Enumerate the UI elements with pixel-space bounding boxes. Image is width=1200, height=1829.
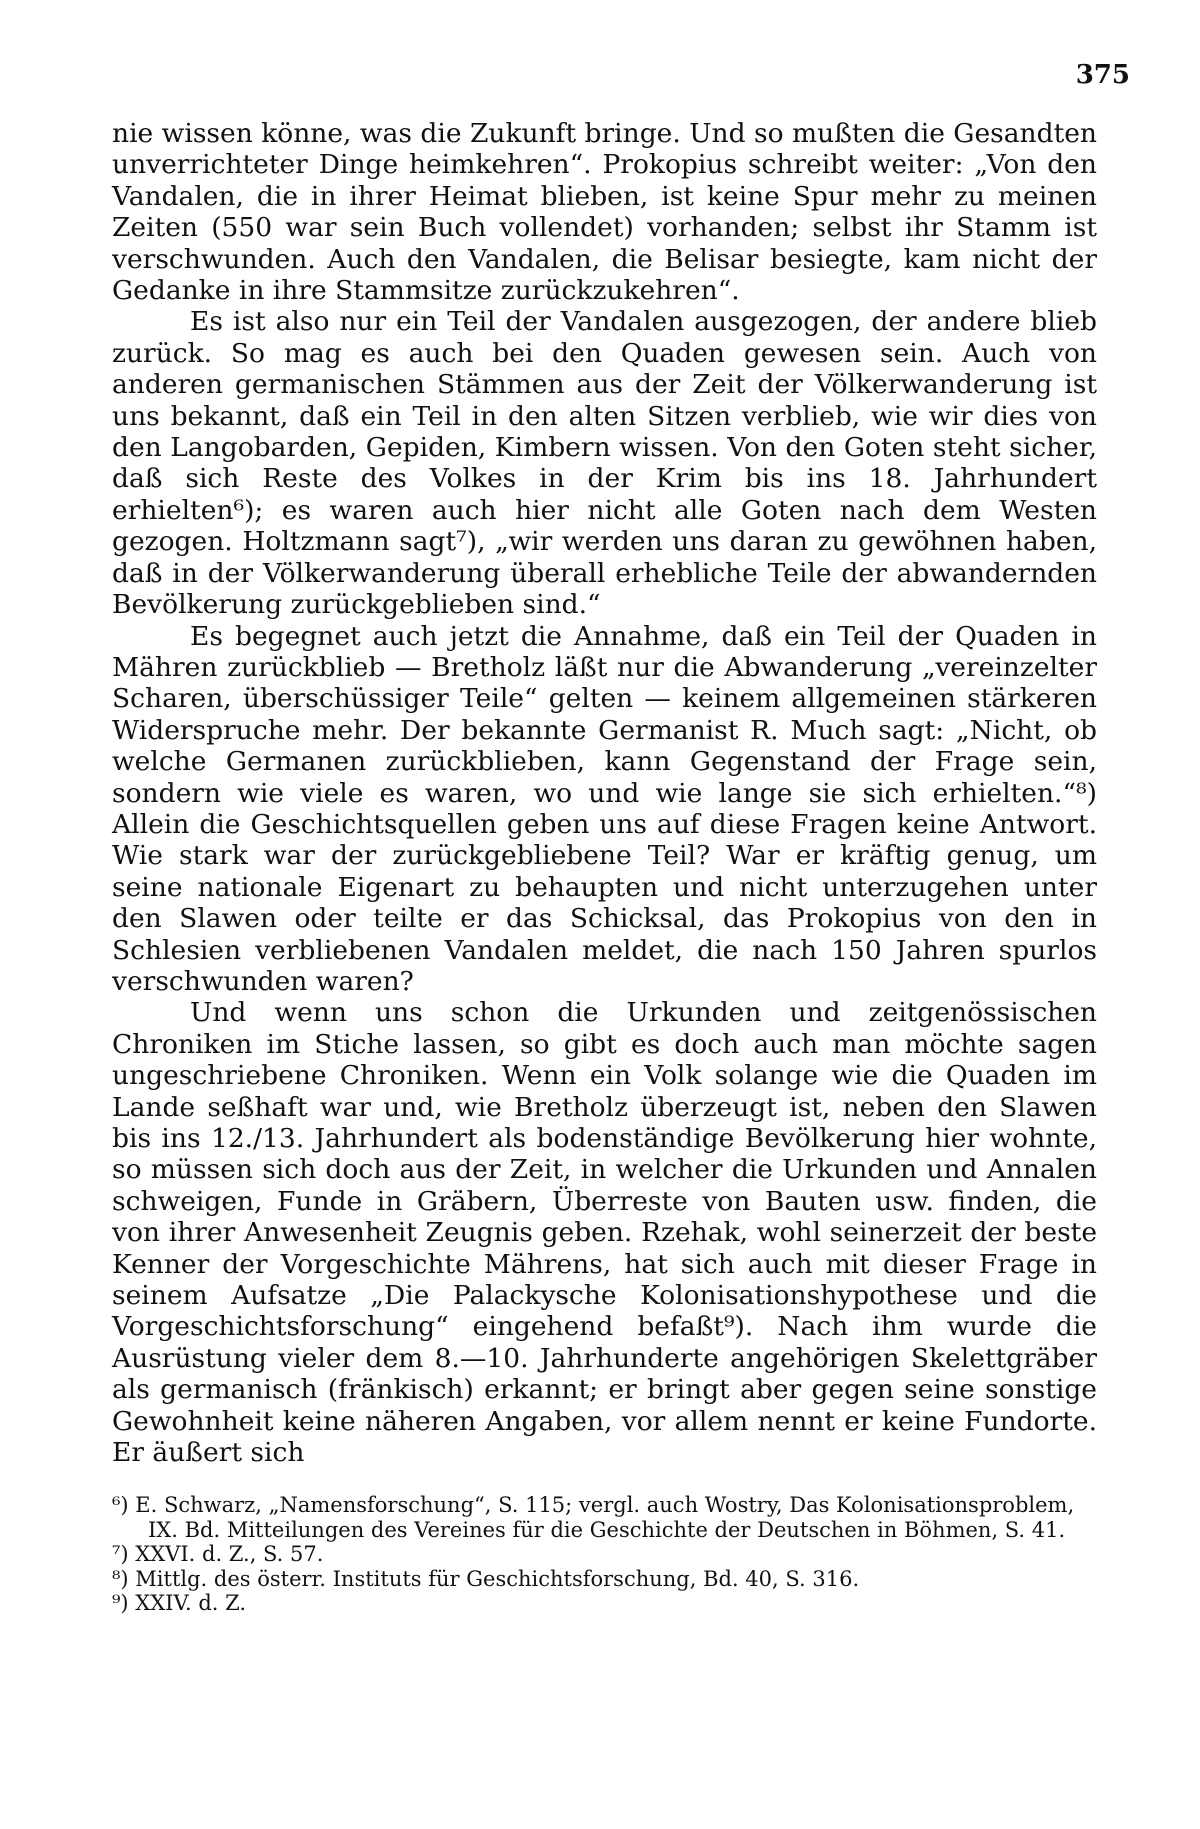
page-number: 375 [1075, 60, 1130, 90]
body-text [112, 118, 1097, 1468]
footnote: ⁷) XXVI. d. Z., S. 57. [112, 1542, 324, 1566]
footnote: ⁶) E. Schwarz, „Namensforschung“, S. 115; vergl. auch Wostry, Das Kolonisationsproblem, IX. Bd. Mitteilungen des Vereines für die Geschichte der Deutschen in Böhmen, S. 41. [112, 1493, 1075, 1542]
footnote: ⁹) XXIV. d. Z. [112, 1591, 247, 1615]
footnote: ⁸) Mittlg. des österr. Instituts für Geschichtsforschung, Bd. 40, S. 316. [112, 1566, 860, 1591]
paragraph: Und wenn uns schon die Urkunden und zeitgenössischen Chroniken im Stiche lassen, so gibt es doch auch man möchte sagen ungeschriebene Chroniken. Wenn ein Volk solange wie die Quaden im Lande seßhaft war und, wie Bretholz überzeugt ist, neben den Slawen bis ins 12./13. Jahrhundert als bodenständige Bevölkerung hier wohnte, so müssen sich doch aus der Zeit, in welcher die Urkunden und Annalen schweigen, Funde in Gräbern, Überreste von Bauten usw. finden, die von ihrer Anwesenheit Zeugnis geben. Rzehak, wohl seinerzeit der beste Kenner der Vorgeschichte Mährens, hat sich auch mit dieser Frage in seinem Aufsatze „Die Palackysche Kolonisationshypothese und die Vorgeschichtsforschung“ eingehend befaßt⁹). Nach ihm wurde die Ausrüstung vieler dem 8.—10. Jahrhunderte angehörigen Skelettgräber als germanisch (fränkisch) erkannt; er bringt aber gegen seine sonstige Gewohnheit keine näheren Angaben, vor allem nennt er keine Fundorte. Er äußert sich [112, 997, 1097, 1469]
paragraph: Es begegnet auch jetzt die Annahme, daß ein Teil der Quaden in Mähren zurückblieb — Bretholz läßt nur die Abwanderung „vereinzelter Scharen, überschüssiger Teile“ gelten — keinem allgemeinen stärkeren Widerspruche mehr. Der bekannte Germanist R. Much sagt: „Nicht, ob welche Germanen zurückblieben, kann Gegenstand der Frage sein, sondern wie viele es waren, wo und wie lange sie sich erhielten.“⁸) Allein die Geschichtsquellen geben uns auf diese Fragen keine Antwort. Wie stark war der zurückgebliebene Teil? War er kräftig genug, um seine nationale Eigenart zu behaupten und nicht unterzugehen unter den Slawen oder teilte er das Schicksal, das Prokopius von den in Schlesien verbliebenen Vandalen meldet, die nach 150 Jahren spurlos verschwunden waren? [112, 620, 1097, 997]
footnotes [112, 1493, 1097, 1616]
paragraph: nie wissen könne, was die Zukunft bringe. Und so mußten die Gesandten unverrichteter Dinge heimkehren“. Prokopius schreibt weiter: „Von den Vandalen, die in ihrer Heimat blieben, ist keine Spur mehr zu meinen Zeiten (550 war sein Buch vollendet) vorhanden; selbst ihr Stamm ist verschwunden. Auch den Vandalen, die Belisar besiegte, kam nicht der Gedanke in ihre Stammsitze zurückzukehren“. [112, 118, 1097, 307]
paragraph: Es ist also nur ein Teil der Vandalen ausgezogen, der andere blieb zurück. So mag es auch bei den Quaden gewesen sein. Auch von anderen germanischen Stämmen aus der Zeit der Völkerwanderung ist uns bekannt, daß ein Teil in den alten Sitzen verblieb, wie wir dies von den Langobarden, Gepiden, Kimbern wissen. Von den Goten steht sicher, daß sich Reste des Volkes in der Krim bis ins 18. Jahrhundert erhielten⁶); es waren auch hier nicht alle Goten nach dem Westen gezogen. Holtzmann sagt⁷), „wir werden uns daran zu gewöhnen haben, daß in der Völkerwanderung überall erhebliche Teile der abwandernden Bevölkerung zurückgeblieben sind.“ [112, 306, 1097, 621]
